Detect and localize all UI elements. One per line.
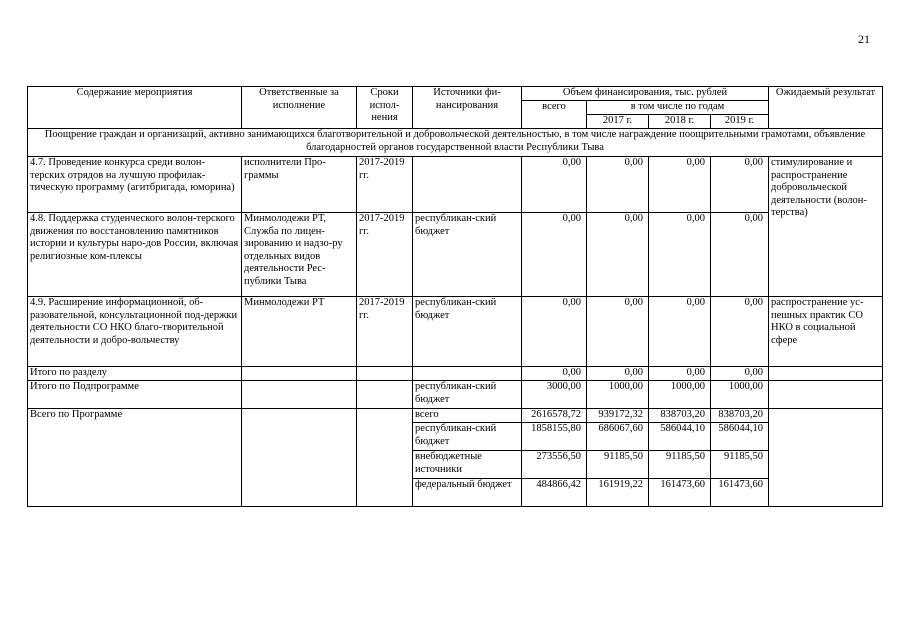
row-source bbox=[413, 157, 522, 213]
row-2018: 0,00 bbox=[649, 157, 711, 213]
table-row bbox=[28, 213, 883, 297]
subprogram-total-2018: 1000,00 bbox=[649, 381, 711, 409]
program-total-total: 2616578,72 bbox=[522, 409, 587, 423]
header-total: всего bbox=[522, 101, 587, 129]
section-total-2019: 0,00 bbox=[711, 367, 769, 381]
program-total-label: Всего по Программе bbox=[28, 409, 242, 507]
row-source: республикан-ский бюджет bbox=[413, 297, 522, 367]
row-total: 0,00 bbox=[522, 213, 587, 297]
row-event: 4.9. Расширение информационной, об-разовательной, консультационной под-держки деятельности СО НКО благо-творительной деятельности и добро-вольчеству bbox=[28, 297, 242, 367]
program-total-2018: 161473,60 bbox=[649, 479, 711, 507]
header-2019: 2019 г. bbox=[711, 115, 769, 129]
row-2018: 0,00 bbox=[649, 213, 711, 297]
header-result: Ожидаемый результат bbox=[769, 87, 883, 129]
program-total-total: 1858155,80 bbox=[522, 423, 587, 451]
row-event: 4.8. Поддержка студенческого волон-терского движения по восстановлению памятников истории и культуры наро-дов России, включая религиозные ком-плексы bbox=[28, 213, 242, 297]
row-total: 0,00 bbox=[522, 157, 587, 213]
program-total-2017: 161919,22 bbox=[587, 479, 649, 507]
row-result: стимулирование и распространение добровольческой деятельности (волон-терства) bbox=[769, 157, 883, 297]
program-total-2018: 586044,10 bbox=[649, 423, 711, 451]
program-total-2019: 91185,50 bbox=[711, 451, 769, 479]
program-total-source: внебюджетные источники bbox=[413, 451, 522, 479]
subprogram-total-source: республикан-ский бюджет bbox=[413, 381, 522, 409]
row-2019: 0,00 bbox=[711, 297, 769, 367]
table-row bbox=[28, 297, 883, 367]
header-by-years: в том числе по годам bbox=[587, 101, 769, 115]
header-responsible: Ответственные за исполнение bbox=[242, 87, 357, 129]
row-2017: 0,00 bbox=[587, 213, 649, 297]
table-row bbox=[28, 157, 883, 213]
program-total-2018: 838703,20 bbox=[649, 409, 711, 423]
program-total-2019: 161473,60 bbox=[711, 479, 769, 507]
program-total-total: 273556,50 bbox=[522, 451, 587, 479]
subprogram-total-2017: 1000,00 bbox=[587, 381, 649, 409]
program-total-2017: 939172,32 bbox=[587, 409, 649, 423]
header-2018: 2018 г. bbox=[649, 115, 711, 129]
row-2019: 0,00 bbox=[711, 157, 769, 213]
section-total-total: 0,00 bbox=[522, 367, 587, 381]
row-responsible: исполнители Про-граммы bbox=[242, 157, 357, 213]
program-total-2019: 838703,20 bbox=[711, 409, 769, 423]
row-2019: 0,00 bbox=[711, 213, 769, 297]
row-responsible: Минмолодежи РТ bbox=[242, 297, 357, 367]
header-event: Содержание мероприятия bbox=[28, 87, 242, 129]
row-terms: 2017-2019 гг. bbox=[357, 213, 413, 297]
program-total-source: федеральный бюджет bbox=[413, 479, 522, 507]
subprogram-total-2019: 1000,00 bbox=[711, 381, 769, 409]
row-total: 0,00 bbox=[522, 297, 587, 367]
financing-table bbox=[27, 86, 883, 507]
program-total-2017: 686067,60 bbox=[587, 423, 649, 451]
row-responsible: Минмолодежи РТ, Служба по лицен-зированию и надзо-ру отдельных видов деятельности Рес-публики Тыва bbox=[242, 213, 357, 297]
program-total-2017: 91185,50 bbox=[587, 451, 649, 479]
section-total-row bbox=[28, 367, 883, 381]
header-volume: Объем финансирования, тыс. рублей bbox=[522, 87, 769, 101]
subprogram-total-label: Итого по Подпрограмме bbox=[28, 381, 242, 409]
row-result: распространение ус-пешных практик СО НКО в социальной сфере bbox=[769, 297, 883, 367]
subprogram-total-row bbox=[28, 381, 883, 409]
row-event: 4.7. Проведение конкурса среди волон-терских отрядов на лучшую профилак-тическую программу (агитбригада, юморина) bbox=[28, 157, 242, 213]
program-total-row bbox=[28, 409, 883, 423]
row-2017: 0,00 bbox=[587, 297, 649, 367]
section-title: Поощрение граждан и организаций, активно занимающихся благотворительной и добровольческой деятельностью, в том числе награждение поощрительными грамотами, объявление благодарностей органов государственной власти Республики Тыва bbox=[28, 129, 883, 157]
section-total-2017: 0,00 bbox=[587, 367, 649, 381]
row-2018: 0,00 bbox=[649, 297, 711, 367]
section-total-label: Итого по разделу bbox=[28, 367, 242, 381]
row-terms: 2017-2019 гг. bbox=[357, 297, 413, 367]
header-2017: 2017 г. bbox=[587, 115, 649, 129]
program-total-2018: 91185,50 bbox=[649, 451, 711, 479]
subprogram-total-total: 3000,00 bbox=[522, 381, 587, 409]
program-total-source: республикан-ский бюджет bbox=[413, 423, 522, 451]
program-total-total: 484866,42 bbox=[522, 479, 587, 507]
row-2017: 0,00 bbox=[587, 157, 649, 213]
header-sources: Источники фи-нансирования bbox=[413, 87, 522, 129]
section-total-2018: 0,00 bbox=[649, 367, 711, 381]
header-terms: Сроки испол-нения bbox=[357, 87, 413, 129]
program-total-2019: 586044,10 bbox=[711, 423, 769, 451]
row-terms: 2017-2019 гг. bbox=[357, 157, 413, 213]
program-total-source: всего bbox=[413, 409, 522, 423]
page-number: 21 bbox=[858, 32, 870, 46]
row-source: республикан-ский бюджет bbox=[413, 213, 522, 297]
